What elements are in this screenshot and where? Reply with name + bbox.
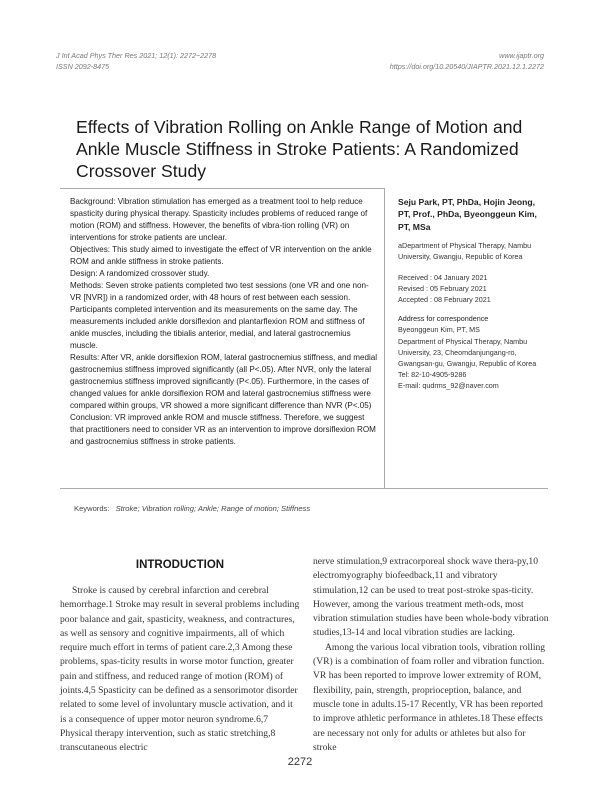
keywords-value: Stroke; Vibration rolling; Ankle; Range of motion; Stiffness	[115, 504, 311, 513]
abstract-conclusion: Conclusion: VR improved ankle ROM and muscle stiffness. Therefore, we suggest that practitioners need to consider VR as an intervention to improve dorsiflexion ROM and gastrocnemius stiffness in stroke patients.	[70, 413, 376, 447]
issn: ISSN 2092-8475	[56, 62, 110, 71]
correspondence-phone: Tel: 82-10-4905-9286	[398, 370, 467, 380]
journal-citation: J Int Acad Phys Ther Res 2021; 12(1): 2272~2278	[56, 51, 217, 60]
revised-date: Revised : 05 February 2021	[398, 283, 487, 293]
correspondence-heading: Address for correspondence	[398, 314, 489, 324]
body-column-right	[313, 555, 549, 755]
keywords	[74, 504, 310, 513]
correspondence-address: Department of Physical Therapy, Nambu University, 23, Cheomdanjungang-ro, Gwangsan-gu, Gwangju, Republic of Korea	[398, 336, 537, 369]
journal-url[interactable]: www.ijaptr.org	[499, 51, 544, 60]
author-sidebar	[398, 196, 548, 392]
doi-link[interactable]: https://doi.org/10.20540/JIAPTR.2021.12.1.2272	[389, 62, 544, 71]
affiliation: aDepartment of Physical Therapy, Nambu University, Gwangju, Republic of Korea	[398, 241, 532, 262]
introduction-heading: INTRODUCTION	[135, 559, 225, 571]
author-list: Seju Park, PT, PhDa, Hojin Jeong, PT, Prof., PhDa, Byeonggeun Kim, PT, MSa	[398, 197, 537, 232]
article-title: Effects of Vibration Rolling on Ankle Range of Motion and Ankle Muscle Stiffness in Stroke Patients: A Randomized Crossover Study	[76, 117, 523, 181]
intro-paragraph-2: Among the various local vibration tools, vibration rolling (VR) is a combination of foam roller and vibration function. VR has been reported to improve lower extremity of ROM, flexibility, pain, strength, proprioception, balance, and muscle tone in adults.15-17 Recently, VR has been reported to improve athletic performance in athletes.18 These effects are necessary not only for adults or athletes but also for stroke	[313, 641, 546, 753]
accepted-date: Accepted : 08 February 2021	[398, 295, 491, 305]
received-date: Received : 04 January 2021	[398, 272, 488, 282]
intro-paragraph-1-continued: nerve stimulation,9 extracorporeal shock wave thera-py,10 electromyography biofeedback,11 and vibratory stimulation,12 can be used to treat post-stroke spas-ticity. However, among the various treatment meth-ods, most vibration stimulation studies have been whole-body vibration studies,13-14 and local vibration studies are lacking.	[313, 556, 549, 639]
abstract-objectives: Objectives: This study aimed to investigate the effect of VR intervention on the ankle ROM and ankle stiffness in stroke patients.	[70, 245, 372, 267]
abstract-methods: Methods: Seven stroke patients completed two test sessions (one VR and one non-VR [NVR]) in a randomized order, with 48 hours of rest between each session. Participants completed intervention and its measurements on the same day. The measurements included ankle dorsiflexion and plantarflexion ROM and stiffness of ankle muscles, including the tibialis anterior, medial, and lateral gastrocnemius muscle.	[70, 281, 369, 351]
article-dates	[398, 272, 548, 306]
page-number: 2272	[287, 756, 313, 768]
correspondence-email[interactable]: E-mail: qudrms_92@naver.com	[398, 381, 499, 391]
correspondence-name: Byeonggeun Kim, PT, MS	[398, 325, 480, 335]
abstract-design: Design: A randomized crossover study.	[70, 269, 210, 279]
abstract-results: Results: After VR, ankle dorsiflexion ROM, lateral gastrocnemius stiffness, and medial gastrocnemius stiffness improved significantly (all P<.05). After NVR, only the lateral gastrocnemius stiffness improved significantly (P<.05). Furthermore, in the cases of changed values for ankle dorsiflexion ROM and lateral gastrocnemius stiffness were compared within groups, VR showed a more significant difference than NVR (P<.05)	[70, 353, 378, 411]
abstract	[70, 196, 378, 448]
keywords-divider	[60, 488, 548, 489]
keywords-label: Keywords:	[74, 504, 110, 513]
header-right	[390, 50, 544, 72]
body-column-left	[60, 584, 300, 756]
intro-paragraph-1: Stroke is caused by cerebral infarction and cerebral hemorrhage.1 Stroke may result in several problems including poor balance and gait, spasticity, weakness, and contractures, as well as sensory and cognitive impairments, all of which require much effort in terms of patient care.2,3 Among these problems, spas-ticity results in worse motor function, greater pain and stiffness, and reduced range of motion (ROM) of joints.4,5 Spasticity can be defined as a sensorimotor disorder related to some level of involuntary muscle activation, and it is a consequence of upper motor neuron syndrome.6,7 Physical therapy intervention, such as static stretching,8 transcutaneous electric	[60, 585, 300, 754]
abstract-background: Background: Vibration stimulation has emerged as a treatment tool to help reduce spasticity during physical therapy. Spasticity includes problems of reduced range of motion (ROM) and stiffness. However, the benefits of vibra-tion rolling (VR) on interventions for stroke patients are unclear.	[70, 197, 368, 243]
header-left	[56, 50, 216, 72]
